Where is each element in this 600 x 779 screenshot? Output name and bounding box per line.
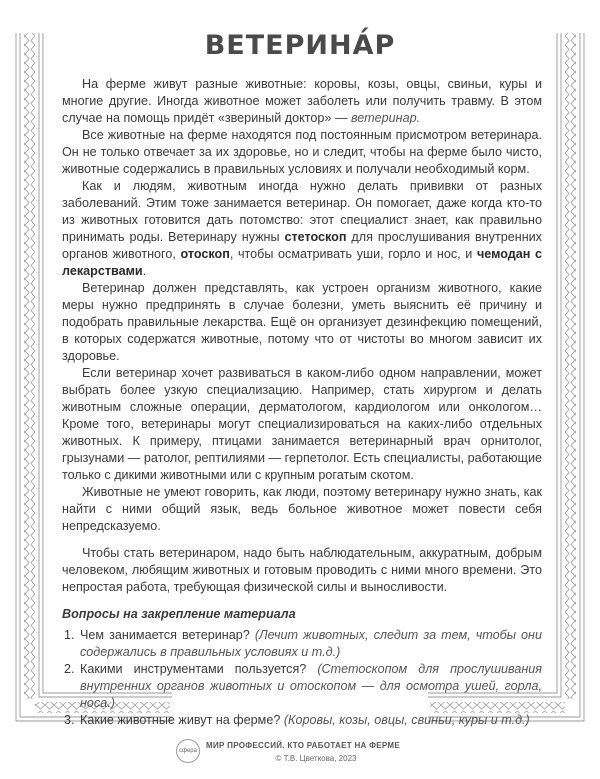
text: Как и людям, животным иногда нужно делать прививки от разных заболеваний. Этим тоже занимается ветеринар. Он помогает, даже когда кто-то из животных готовится дать потомство: этот специалист знает, как правильно принимать роды. Ветеринару нужны — [62, 179, 542, 244]
question-item — [78, 627, 542, 661]
answer: (Стетоскопом для прослушивания внутренних органов животных и отоскопом — для осмотра ушей, горла, носа.) — [80, 662, 542, 710]
text: На ферме живут разные животные: коровы, козы, овцы, свиньи, куры и многие другие. Иногда животное может заболеть или получить травму. В этом случае на помощь придёт «звериный доктор» — — [62, 77, 542, 125]
paragraph-tools — [62, 178, 542, 280]
page-title: ВЕТЕРИНА́Р — [204, 30, 396, 61]
questions-list — [62, 627, 542, 729]
paragraph: Если ветеринар хочет развиваться в каком-либо одном направлении, может выбрать более узкую специализацию. Например, стать хирургом и делать животным сложные операции, дерматологом, кардиологом или онкологом… Кроме того, ветеринары могут специализироваться на каких-либо отдельных животных. К примеру, птицами занимается ветеринарный врач орнитолог, грызунами — ратолог, рептилиями — герпетолог. Есть специалисты, работающие только с дикими животными или с крупным рогатым скотом. — [62, 366, 542, 482]
term-medicine-case: чемодан с лекарствами — [62, 247, 542, 278]
text: для прослушивания внутренних органов животного, — [62, 230, 542, 261]
answer-end: и т.д.) — [297, 645, 341, 659]
paragraph-intro — [62, 76, 542, 127]
answer: (Коровы, козы, овцы, свиньи, куры — [283, 713, 488, 727]
paragraph: Все животные на ферме находятся под постоянным присмотром ветеринара. Он не только отвечает за их здоровье, но и следит, чтобы на ферме было чисто, животные содержались в правильных условиях и получали необходимый корм. — [62, 128, 542, 176]
question-item — [78, 661, 542, 712]
series-title: МИР ПРОФЕССИЙ. КТО РАБОТАЕТ НА ФЕРМЕ — [206, 741, 401, 750]
term-veterinarian: ветеринар. — [351, 111, 421, 125]
question: Какими инструментами пользуется? — [80, 662, 318, 676]
text: , чтобы осматривать уши, горло и нос, и — [229, 247, 477, 261]
paragraph: Животные не умеют говорить, как люди, поэтому ветеринару нужно знать, как найти с ними общий язык, ведь больное животное может повести себя непредсказуемо. — [62, 485, 542, 533]
question: Какие животные живут на ферме? — [80, 713, 284, 727]
paragraph: Ветеринар должен представлять, как устроен организм животного, какие меры нужно предпринять в случае болезни, уметь выяснить её причину и подобрать правильные лекарства. Ещё он организует дезинфекцию помещений, в которых содержатся животные, потому что от чистоты во многом зависит их здоровье. — [62, 281, 542, 363]
term-otoscope: отоскоп — [180, 247, 230, 261]
question-item — [78, 712, 542, 729]
answer-end: и т.д.) — [487, 713, 530, 727]
publisher-logo: сфера — [176, 739, 200, 763]
term-stethoscope: стетоскоп — [284, 230, 347, 244]
article-body — [62, 76, 542, 729]
copyright: © Т.В. Цветкова, 2023 — [275, 754, 357, 763]
text: . — [142, 264, 147, 278]
question: Чем занимается ветеринар? — [80, 628, 255, 642]
paragraph: Чтобы стать ветеринаром, надо быть наблюдательным, аккуратным, добрым человеком, любящим животных и готовым проводить с ними много времени. Это непростая работа, требующая физической силы и выносливости. — [62, 546, 542, 594]
questions-heading: Вопросы на закрепление материала — [62, 607, 296, 621]
page-footer — [176, 737, 426, 771]
answer: (Лечит животных, следит за тем, чтобы они содержались в правильных условиях — [80, 628, 542, 659]
